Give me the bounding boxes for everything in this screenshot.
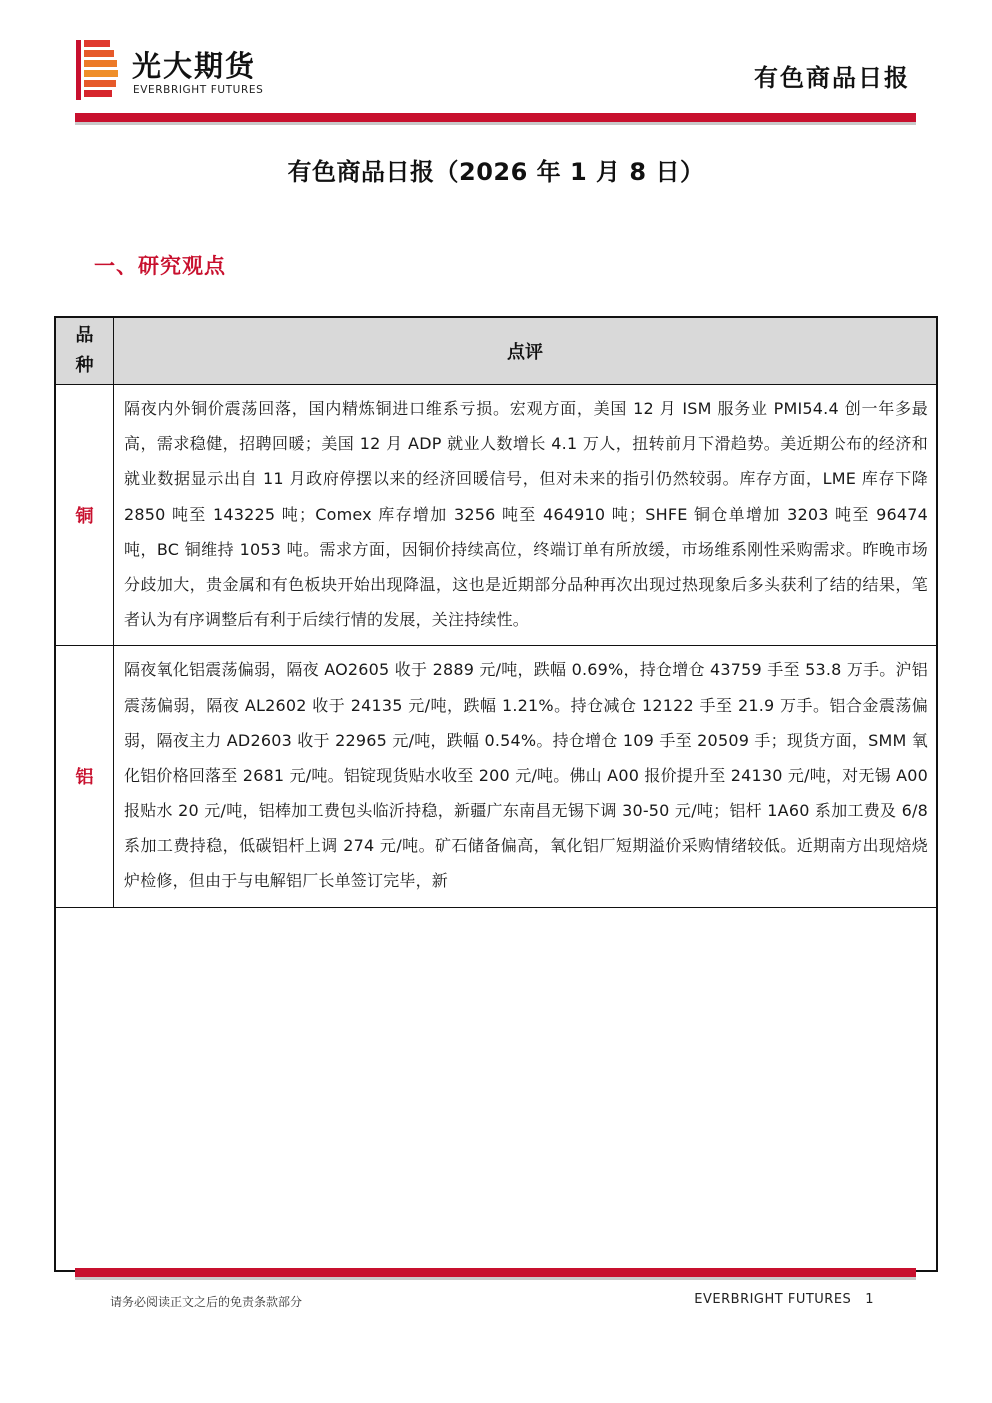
footer-brand: EVERBRIGHT FUTURES	[694, 1292, 852, 1307]
header-report-title: 有色商品日报	[754, 64, 910, 92]
section-heading: 一、研究观点	[94, 254, 226, 278]
category-cell: 铝	[56, 646, 114, 907]
comment-cell: 隔夜氧化铝震荡偏弱，隔夜 AO2605 收于 2889 元/吨，跌幅 0.69%，持仓增仓 43759 手至 53.8 万手。沪铝震荡偏弱，隔夜 AL2602 收于 24135 元/吨，跌幅 1.21%。持仓减仓 12122 手至 21.9 万手。铝合金震荡偏弱，隔夜主力 AD2603 收于 22965 元/吨，跌幅 0.54%。持仓增仓 109 手至 20509 手；现货方面，SMM 氧化铝价格回落至 2681 元/吨。铝锭现货贴水收至 200 元/吨。佛山 A00 报价提升至 24130 元/吨，对无锡 A00 报贴水 20 元/吨，铝棒加工费包头临沂持稳，新疆广东南昌无锡下调 30-50 元/吨；铝杆 1A60 系加工费及 6/8 系加工费持稳，低碳铝杆上调 274 元/吨。矿石储备偏高，氧化铝厂短期溢价采购情绪较低。近期南方出现焙烧炉检修，但由于与电解铝厂长单签订完毕，新	[114, 646, 937, 907]
category-header-label: 品种	[75, 325, 94, 376]
page-number: 1	[865, 1292, 874, 1307]
comment-cell: 隔夜内外铜价震荡回落，国内精炼铜进口维系亏损。宏观方面，美国 12 月 ISM 服务业 PMI54.4 创一年多最高，需求稳健，招聘回暖；美国 12 月 ADP 就业人数增长 4.1 万人，扭转前月下滑趋势。美近期公布的经济和就业数据显示出自 11 月政府停摆以来的经济回暖信号，但对未来的指引仍然较弱。库存方面，LME 库存下降 2850 吨至 143225 吨；Comex 库存增加 3256 吨至 464910 吨；SHFE 铜仓单增加 3203 吨至 96474 吨，BC 铜维持 1053 吨。需求方面，因铜价持续高位，终端订单有所放缓，市场维系刚性采购需求。昨晚市场分歧加大，贵金属和有色板块开始出现降温，这也是近期部分品种再次出现过热现象后多头获利了结的结果，笔者认为有序调整后有利于后续行情的发展，关注持续性。	[114, 385, 937, 646]
table-row	[56, 646, 936, 907]
footer-brand-page	[694, 1292, 874, 1307]
table-header-comment: 点评	[114, 318, 937, 385]
header-divider	[75, 113, 916, 122]
research-table	[54, 316, 938, 1272]
footer-disclaimer: 请务必阅读正文之后的免责条款部分	[110, 1295, 303, 1309]
logo-chinese-name: 光大期货	[132, 49, 257, 83]
company-logo	[76, 40, 296, 102]
everbright-logo-icon	[76, 40, 120, 100]
table-header-row	[56, 318, 936, 385]
footer-divider	[75, 1268, 916, 1277]
table-row	[56, 385, 936, 646]
category-cell: 铜	[56, 385, 114, 646]
logo-english-name: EVERBRIGHT FUTURES	[133, 84, 264, 96]
table-header-category	[56, 318, 114, 385]
document-title: 有色商品日报（2026 年 1 月 8 日）	[287, 158, 705, 186]
